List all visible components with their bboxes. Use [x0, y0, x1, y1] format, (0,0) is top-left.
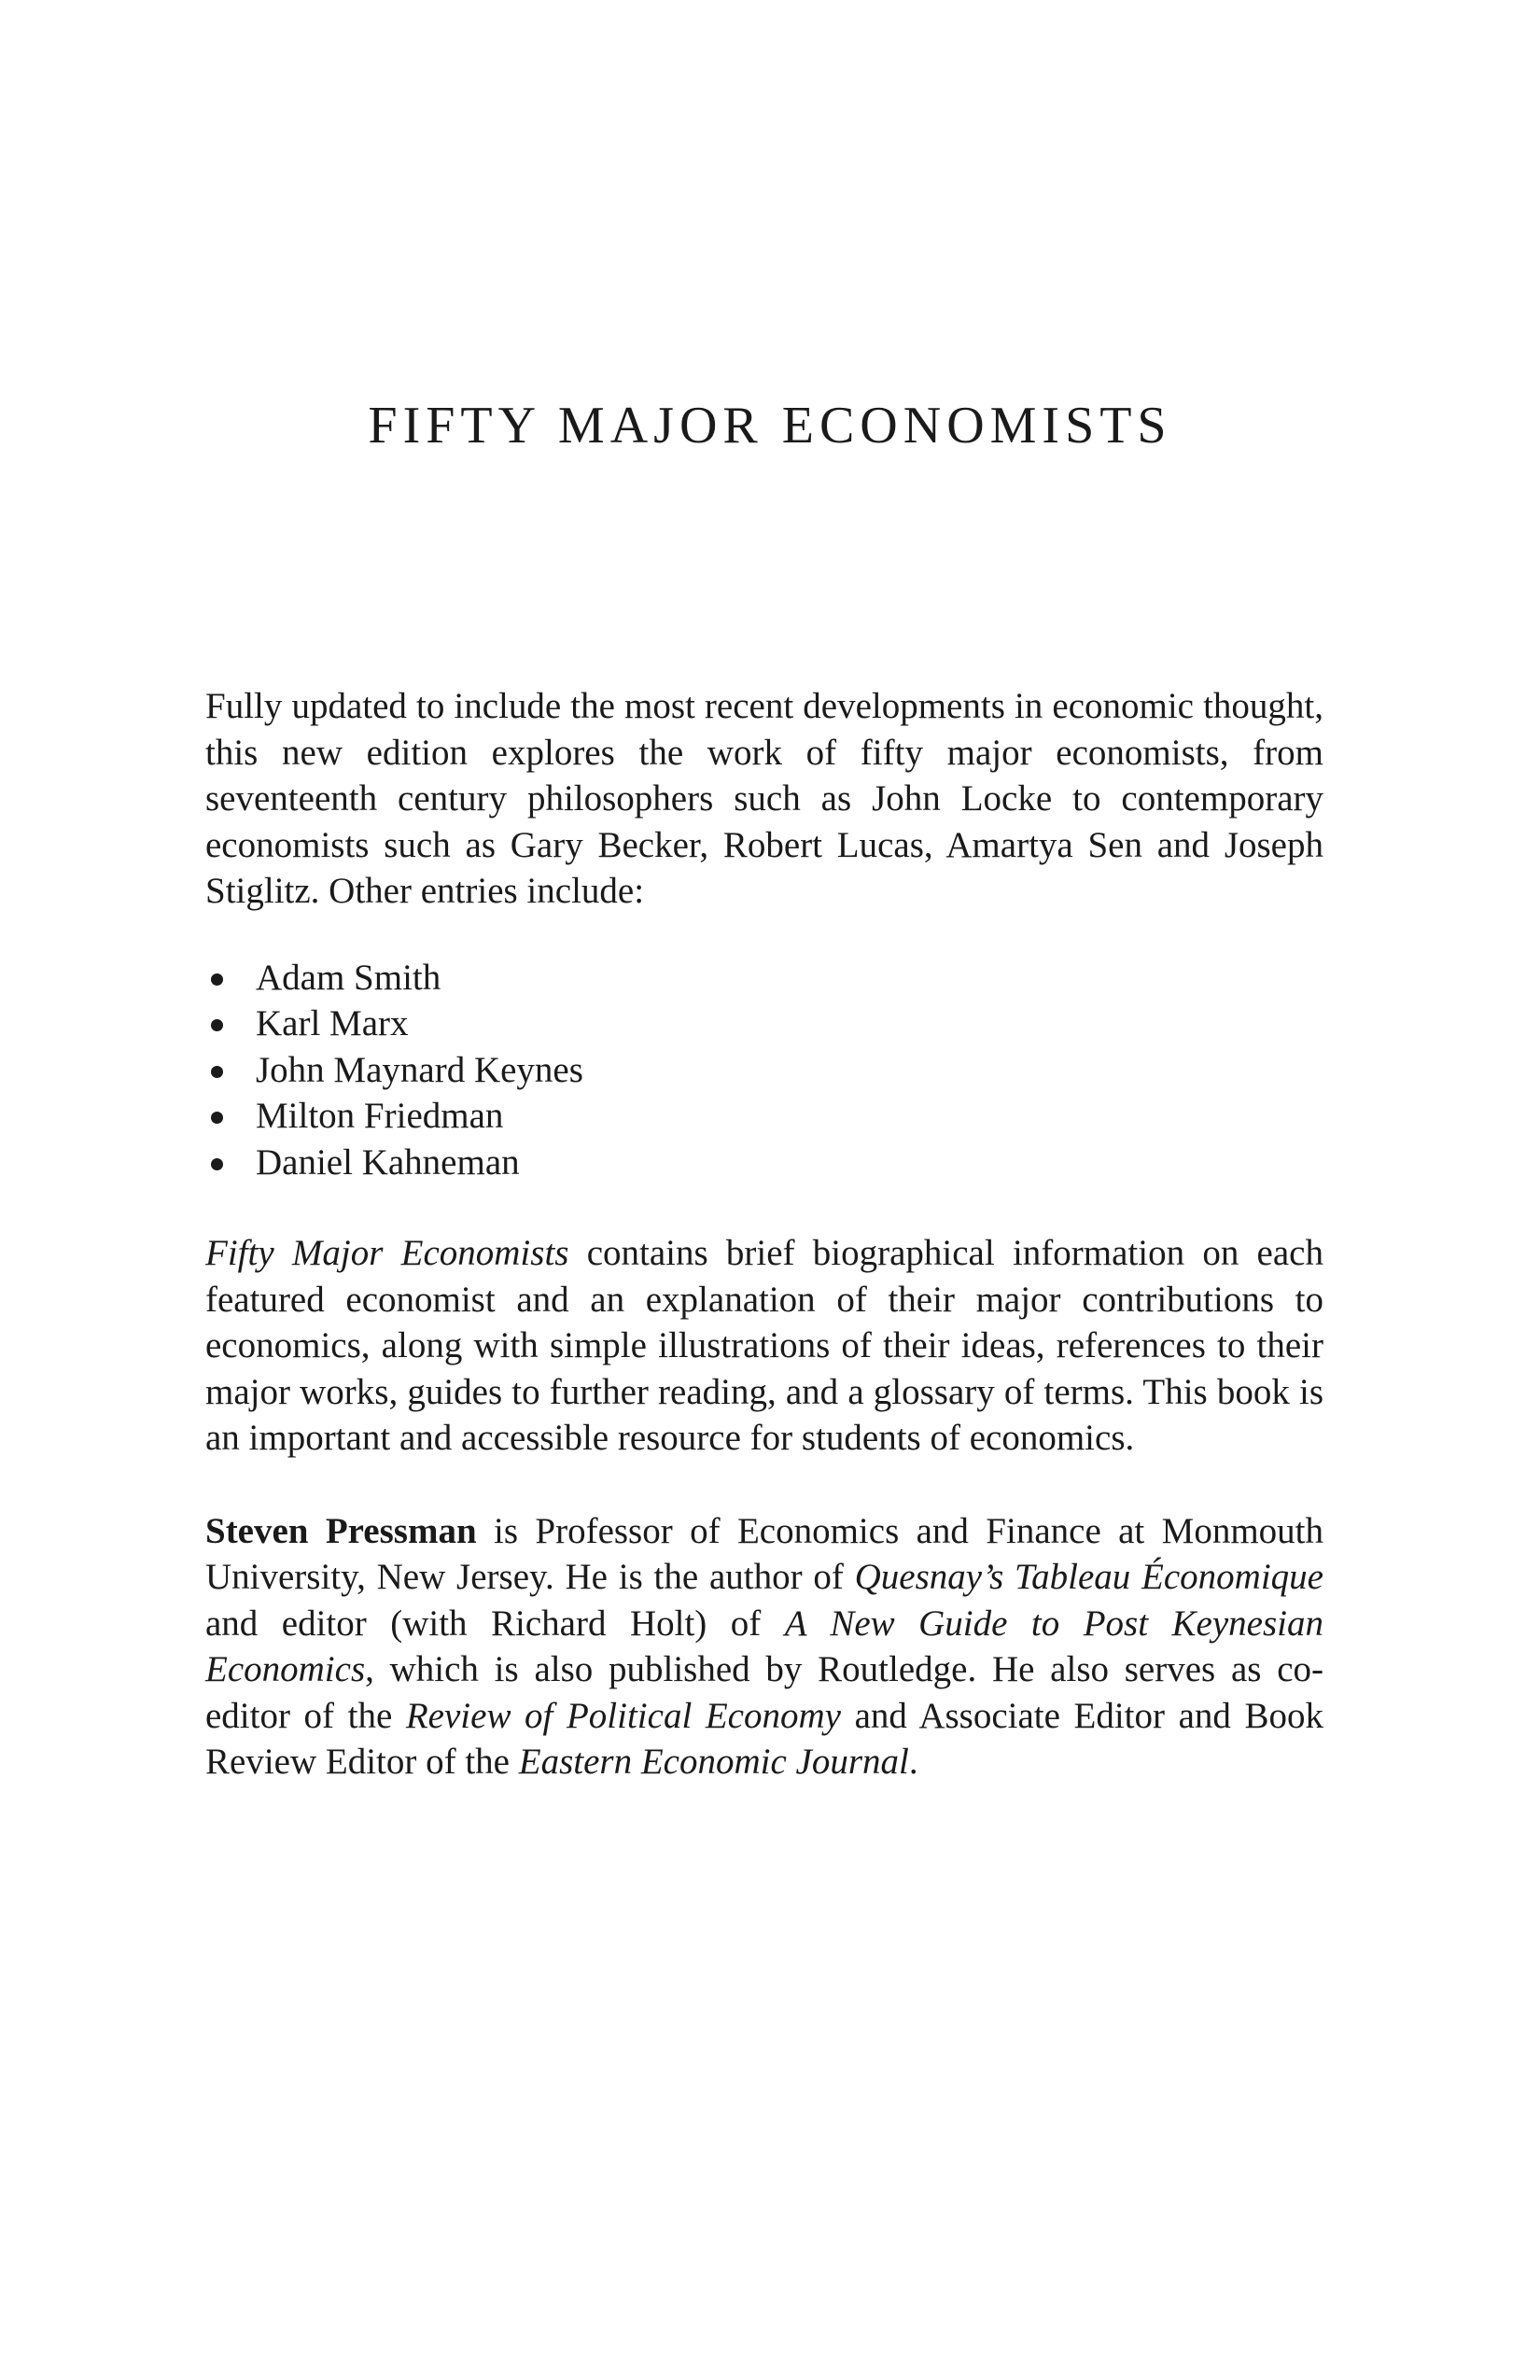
- bio-text-3: , which is also published by Routledge. He also serves as co-editor of the: [205, 1649, 1323, 1736]
- entries-list: [205, 955, 1323, 1186]
- list-item: [205, 1140, 1323, 1186]
- list-item: [205, 1093, 1323, 1140]
- bio-text-5: .: [908, 1742, 918, 1782]
- list-item: [205, 955, 1323, 1001]
- entry-label: John Maynard Keynes: [256, 1049, 583, 1090]
- list-item: [205, 1001, 1323, 1047]
- entry-label: Milton Friedman: [256, 1096, 504, 1136]
- summary-text: contains brief biographical information on each featured economist and an explanation of their major contributions to economics, along with simple illustrations of their ideas, references to their major works, guides to further reading, and a glossary of terms. This book is an important and accessible resource for students of economics.: [205, 1233, 1323, 1458]
- bullet-icon: [211, 1112, 223, 1124]
- entry-label: Karl Marx: [256, 1003, 409, 1043]
- summary-paragraph: [205, 1230, 1323, 1462]
- author-name: Steven Pressman: [205, 1510, 477, 1551]
- intro-paragraph: Fully updated to include the most recent developments in economic thought, this new edition explores the work of fifty major economists, from seventeenth century philosophers such as John Locke to contemporary economists such as Gary Becker, Robert Lucas, Amartya Sen and Joseph Stiglitz. Other entries include:: [205, 686, 1323, 911]
- bullet-icon: [211, 1158, 223, 1170]
- list-item: [205, 1047, 1323, 1094]
- summary-book-title: Fifty Major Economists: [205, 1233, 569, 1273]
- bio-book-2: A New Guide to Post Keynesian Economics: [205, 1603, 1324, 1689]
- entry-label: Daniel Kahneman: [256, 1141, 520, 1183]
- bio-journal-2: Eastern Economic Journal: [518, 1742, 909, 1782]
- page-title: FIFTY MAJOR ECONOMISTS: [368, 397, 1172, 455]
- bullet-icon: [211, 1066, 223, 1078]
- entry-label: Adam Smith: [256, 957, 441, 998]
- author-bio-paragraph: [205, 1508, 1323, 1785]
- bio-book-1: Quesnay’s Tableau Économique: [854, 1557, 1323, 1597]
- bio-text-1: is Professor of Economics and Finance at Monmouth University, New Jersey. He is the author of: [205, 1510, 1323, 1597]
- blurb-content: [205, 683, 1323, 1785]
- bio-journal-1: Review of Political Economy: [405, 1695, 841, 1736]
- bullet-icon: [211, 973, 223, 986]
- bio-text-4: and Associate Editor and Book Review Editor of the: [205, 1695, 1323, 1782]
- bio-text-2: and editor (with Richard Holt) of: [205, 1603, 785, 1644]
- bullet-icon: [211, 1019, 223, 1031]
